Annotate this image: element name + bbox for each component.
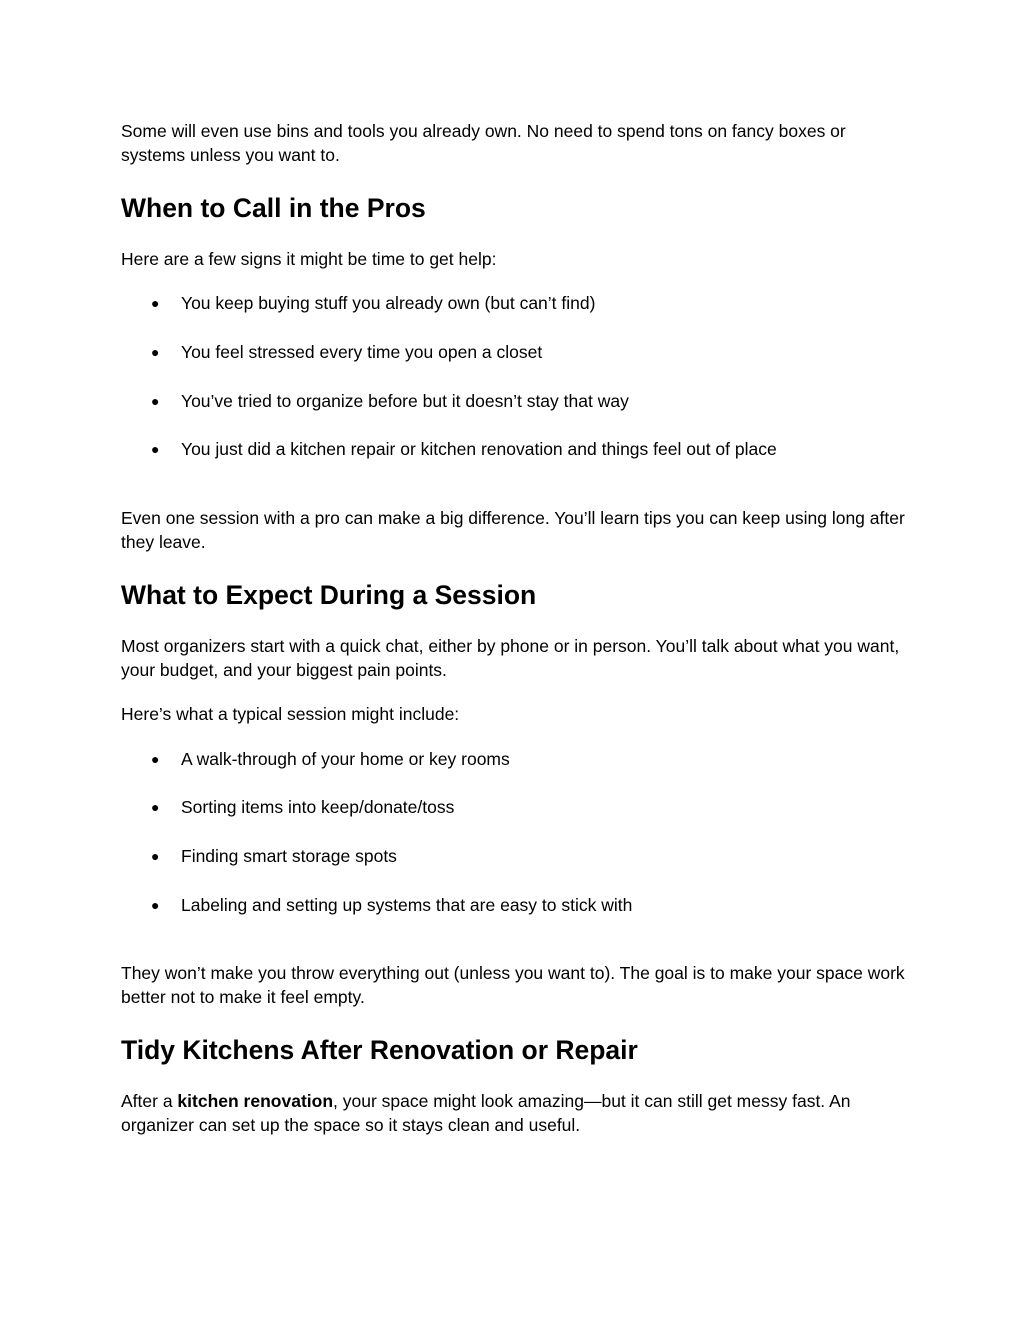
session-lead-paragraph: Here’s what a typical session might include: [121,704,460,724]
pros-closing-paragraph: Even one session with a pro can make a big difference. You’ll learn tips you can keep using long after they leave. [121,508,905,552]
pros-lead-paragraph: Here are a few signs it might be time to get help: [121,249,497,269]
heading-when-to-call-pros: When to Call in the Pros [121,193,426,223]
session-closing-paragraph: They won’t make you throw everything out (unless you want to). The goal is to make your space work better not to make it feel empty. [121,963,905,1007]
list-item-text: Sorting items into keep/donate/toss [181,797,455,817]
list-item-text: A walk-through of your home or key rooms [181,749,510,769]
heading-what-to-expect: What to Expect During a Session [121,580,537,610]
heading-tidy-kitchens: Tidy Kitchens After Renovation or Repair [121,1035,638,1065]
bullet-icon: ● [151,441,160,457]
bullet-icon: ● [151,897,160,913]
list-item-text: You feel stressed every time you open a closet [181,342,543,362]
list-item-text: You just did a kitchen repair or kitchen renovation and things feel out of place [181,439,777,459]
kitchens-paragraph [121,1089,911,1137]
list-item-text: You’ve tried to organize before but it doesn’t stay that way [181,391,629,411]
bullet-icon: ● [151,295,160,311]
intro-paragraph: Some will even use bins and tools you already own. No need to spend tons on fancy boxes or systems unless you want to. [121,121,846,165]
bullet-icon: ● [151,751,160,767]
bullet-icon: ● [151,848,160,864]
list-item-text: You keep buying stuff you already own (but can’t find) [181,293,596,313]
session-intro-paragraph: Most organizers start with a quick chat, either by phone or in person. You’ll talk about what you want, your budget, and your biggest pain points. [121,636,900,680]
list-item-text: Finding smart storage spots [181,846,397,866]
kitchens-paragraph-suffix: , your space might look amazing—but it can still get messy fast. An organizer can set up the space so it stays clean and useful. [121,1091,851,1135]
bullet-icon: ● [151,799,160,815]
bullet-icon: ● [151,344,160,360]
kitchens-paragraph-bold: kitchen renovation [177,1091,334,1111]
kitchens-paragraph-prefix: After a [121,1091,178,1111]
list-item-text: Labeling and setting up systems that are easy to stick with [181,895,633,915]
bullet-icon: ● [151,393,160,409]
